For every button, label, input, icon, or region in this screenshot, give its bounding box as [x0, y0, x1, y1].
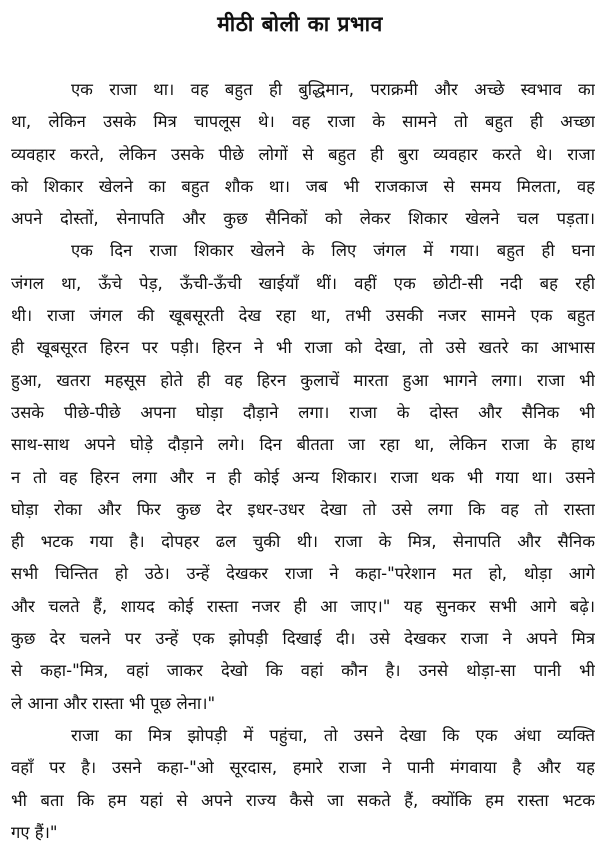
- text-line: गए हैं।": [11, 822, 58, 842]
- text-line: साथ-साथ अपने घोड़े दौड़ाने लगे। दिन बीतता जा रहा था, लेकिन राजा के हाथ: [11, 435, 595, 455]
- text-line: सभी चिन्तित हो उठे। उन्हें देखकर राजा ने कहा-"परेशान मत हो, थोड़ा आगे: [11, 564, 595, 584]
- text-line: एक दिन राजा शिकार खेलने के लिए जंगल में गया। बहुत ही घना: [71, 241, 595, 261]
- text-line: ही खूबसूरत हिरन पर पड़ी। हिरन ने भी राजा को देखा, तो उसे खतरे का आभास: [11, 338, 595, 358]
- text-line: जंगल था, ऊँचे पेड़, ऊँची-ऊँची खाईयाँ थीं। वहीं एक छोटी-सी नदी बह रही: [11, 273, 595, 293]
- story-body: [11, 74, 595, 849]
- page-title: मीठी बोली का प्रभाव: [217, 12, 383, 36]
- text-line: कुछ देर चलने पर उन्हें एक झोपड़ी दिखाई दी। उसे देखकर राजा ने अपने मित्र: [11, 629, 595, 649]
- text-line: उसके पीछे-पीछे अपना घोड़ा दौड़ाने लगा। राजा के दोस्त और सैनिक भी: [11, 402, 595, 422]
- text-line: भी बता कि हम यहां से अपने राज्य कैसे जा सकते हैं, क्योंकि हम रास्ता भटक: [11, 790, 595, 810]
- text-line: न तो वह हिरन लगा और न ही कोई अन्य शिकार। राजा थक भी गया था। उसने: [11, 467, 595, 487]
- text-line: ही भटक गया है। दोपहर ढल चुकी थी। राजा के मित्र, सेनापति और सैनिक: [11, 532, 595, 552]
- text-line: ले आना और रास्ता भी पूछ लेना।": [11, 693, 216, 713]
- text-line: राजा का मित्र झोपड़ी में पहुंचा, तो उसने देखा कि एक अंधा व्यक्ति: [71, 725, 595, 745]
- text-line: थी। राजा जंगल की खूबसूरती देख रहा था, तभी उसकी नजर सामने एक बहुत: [11, 306, 595, 326]
- text-line: हुआ, खतरा महसूस होते ही वह हिरन कुलाचें मारता हुआ भागने लगा। राजा भी: [11, 370, 595, 390]
- text-line: था, लेकिन उसके मित्र चापलूस थे। वह राजा के सामने तो बहुत ही अच्छा: [11, 112, 595, 132]
- text-line: एक राजा था। वह बहुत ही बुद्धिमान, पराक्रमी और अच्छे स्वभाव का: [71, 80, 595, 99]
- text-line: अपने दोस्तों, सेनापति और कुछ सैनिकों को लेकर शिकार खेलने चल पड़ता।: [11, 209, 595, 229]
- text-line: व्यवहार करते, लेकिन उसके पीछे लोगों से बहुत ही बुरा व्यवहार करते थे। राजा: [11, 144, 595, 164]
- text-line: वहाँ पर है। उसने कहा-"ओ सूरदास, हमारे राजा ने पानी मंगवाया है और यह: [11, 758, 595, 778]
- text-line: से कहा-"मित्र, वहां जाकर देखो कि वहां कौन है। उनसे थोड़ा-सा पानी भी: [11, 661, 595, 681]
- text-line: को शिकार खेलने का बहुत शौक था। जब भी राजकाज से समय मिलता, वह: [11, 176, 595, 196]
- text-line: और चलते हैं, शायद कोई रास्ता नजर ही आ जाए।" यह सुनकर सभी आगे बढ़े।: [11, 596, 595, 616]
- text-line: घोड़ा रोका और फिर कुछ देर इधर-उधर देखा तो उसे लगा कि वह तो रास्ता: [11, 499, 595, 519]
